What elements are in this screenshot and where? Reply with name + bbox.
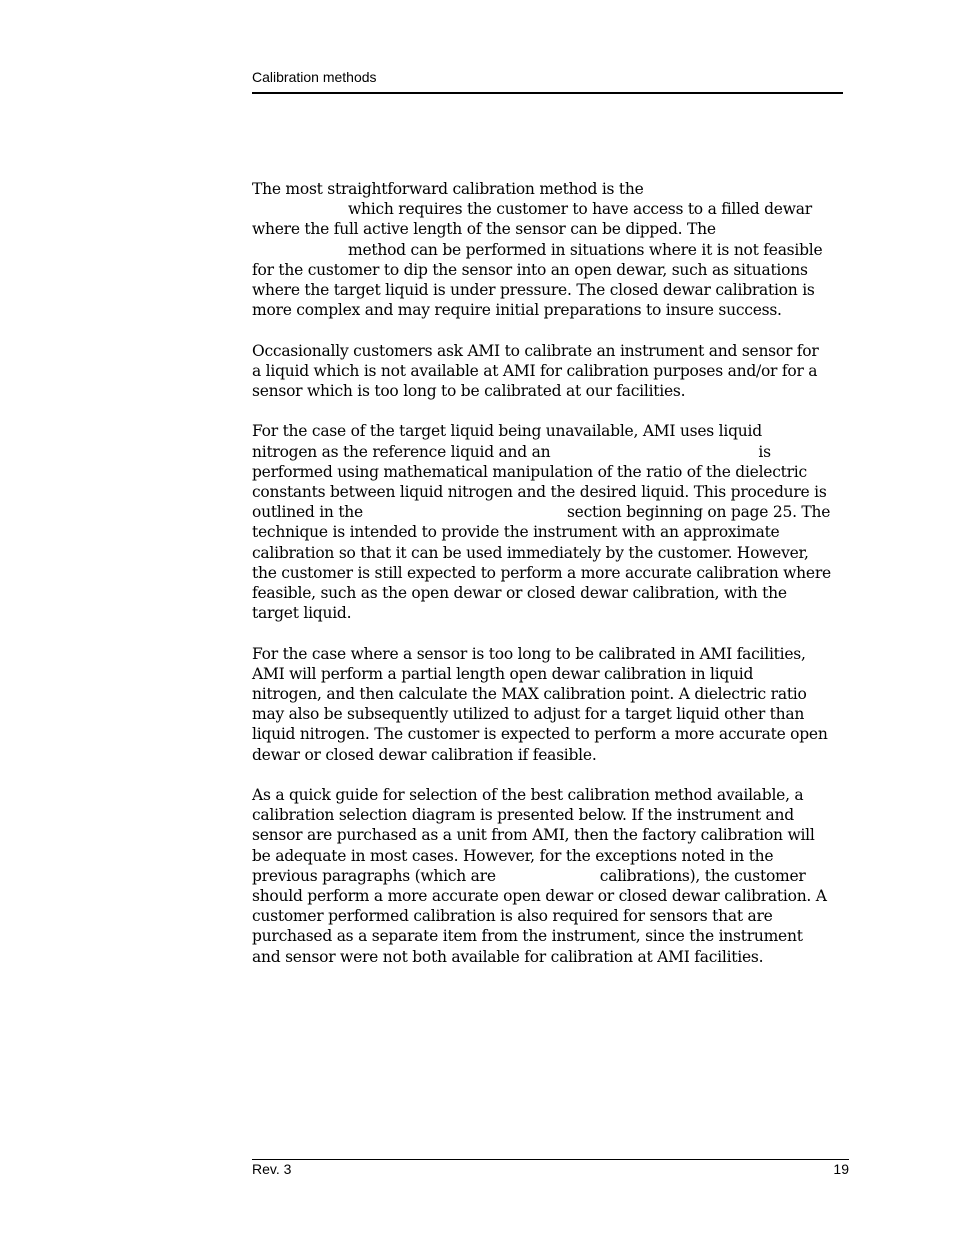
- text-line: technique is intended to provide the instrument with an approximate: [252, 523, 780, 542]
- revision-label: Rev. 3: [252, 1161, 292, 1177]
- text-line: For the case where a sensor is too long to be calibrated in AMI facilities,: [252, 644, 806, 663]
- document-body: [252, 179, 843, 987]
- text-segment: previous paragraphs (which are: [252, 866, 496, 885]
- text-line: a liquid which is not available at AMI for calibration purposes and/or for a: [252, 361, 818, 380]
- text-line: calibration so that it can be used immediately by the customer. However,: [252, 543, 809, 562]
- paragraph-unavailable-liquid-request: [252, 341, 843, 402]
- text-line: should perform a more accurate open dewar or closed dewar calibration. A: [252, 887, 827, 906]
- text-line: AMI will perform a partial length open dewar calibration in liquid: [252, 664, 754, 683]
- text-line: For the case of the target liquid being unavailable, AMI uses liquid: [252, 422, 762, 441]
- page-number: 19: [833, 1161, 849, 1177]
- text-line: [252, 442, 843, 462]
- text-line: dewar or closed dewar calibration if feasible.: [252, 745, 597, 764]
- page-footer: [252, 1159, 849, 1177]
- text-segment: is: [758, 442, 771, 461]
- text-line: [252, 866, 843, 886]
- text-line: purchased as a separate item from the instrument, since the instrument: [252, 927, 803, 946]
- text-line: sensor are purchased as a unit from AMI, then the factory calibration will: [252, 826, 815, 845]
- text-line: more complex and may require initial preparations to insure success.: [252, 301, 782, 320]
- text-line: customer performed calibration is also required for sensors that are: [252, 907, 773, 926]
- paragraph-dielectric-ratio: [252, 421, 843, 623]
- text-line: performed using mathematical manipulation of the ratio of the dielectric: [252, 462, 807, 481]
- text-line: [252, 502, 843, 522]
- text-line: calibration selection diagram is presented below. If the instrument and: [252, 806, 794, 825]
- text-line: the customer is still expected to perform a more accurate calibration where: [252, 563, 831, 582]
- text-line: nitrogen, and then calculate the MAX calibration point. A dielectric ratio: [252, 685, 807, 704]
- paragraph-calibration-overview: [252, 179, 843, 320]
- paragraph-selection-guide: [252, 785, 843, 967]
- text-line: sensor which is too long to be calibrated at our facilities.: [252, 382, 686, 401]
- text-line: The most straightforward calibration method is the: [252, 180, 644, 198]
- header-title: Calibration methods: [252, 69, 377, 85]
- text-line: constants between liquid nitrogen and the desired liquid. This procedure is: [252, 483, 827, 502]
- text-segment: calibrations), the customer: [599, 866, 806, 885]
- text-line: where the full active length of the sensor can be dipped. The: [252, 220, 716, 239]
- text-segment: nitrogen as the reference liquid and an: [252, 442, 551, 461]
- text-line: which requires the customer to have access to a filled dewar: [348, 200, 812, 219]
- text-line: Occasionally customers ask AMI to calibrate an instrument and sensor for: [252, 341, 819, 360]
- text-line: may also be subsequently utilized to adjust for a target liquid other than: [252, 705, 805, 724]
- text-line: target liquid.: [252, 604, 352, 623]
- text-line: As a quick guide for selection of the best calibration method available, a: [252, 786, 804, 805]
- text-segment: outlined in the: [252, 503, 363, 522]
- text-line: and sensor were not both available for calibration at AMI facilities.: [252, 947, 764, 966]
- text-line: feasible, such as the open dewar or closed dewar calibration, with the: [252, 584, 787, 603]
- paragraph-long-sensor: [252, 644, 843, 765]
- text-segment: section beginning on page 25. The: [566, 503, 831, 522]
- text-line: liquid nitrogen. The customer is expected to perform a more accurate open: [252, 725, 828, 744]
- text-line: where the target liquid is under pressure. The closed dewar calibration is: [252, 281, 815, 300]
- page-header: [252, 68, 843, 94]
- text-line: be adequate in most cases. However, for the exceptions noted in the: [252, 846, 774, 865]
- text-line: for the customer to dip the sensor into an open dewar, such as situations: [252, 260, 808, 279]
- text-line: method can be performed in situations where it is not feasible: [348, 240, 823, 259]
